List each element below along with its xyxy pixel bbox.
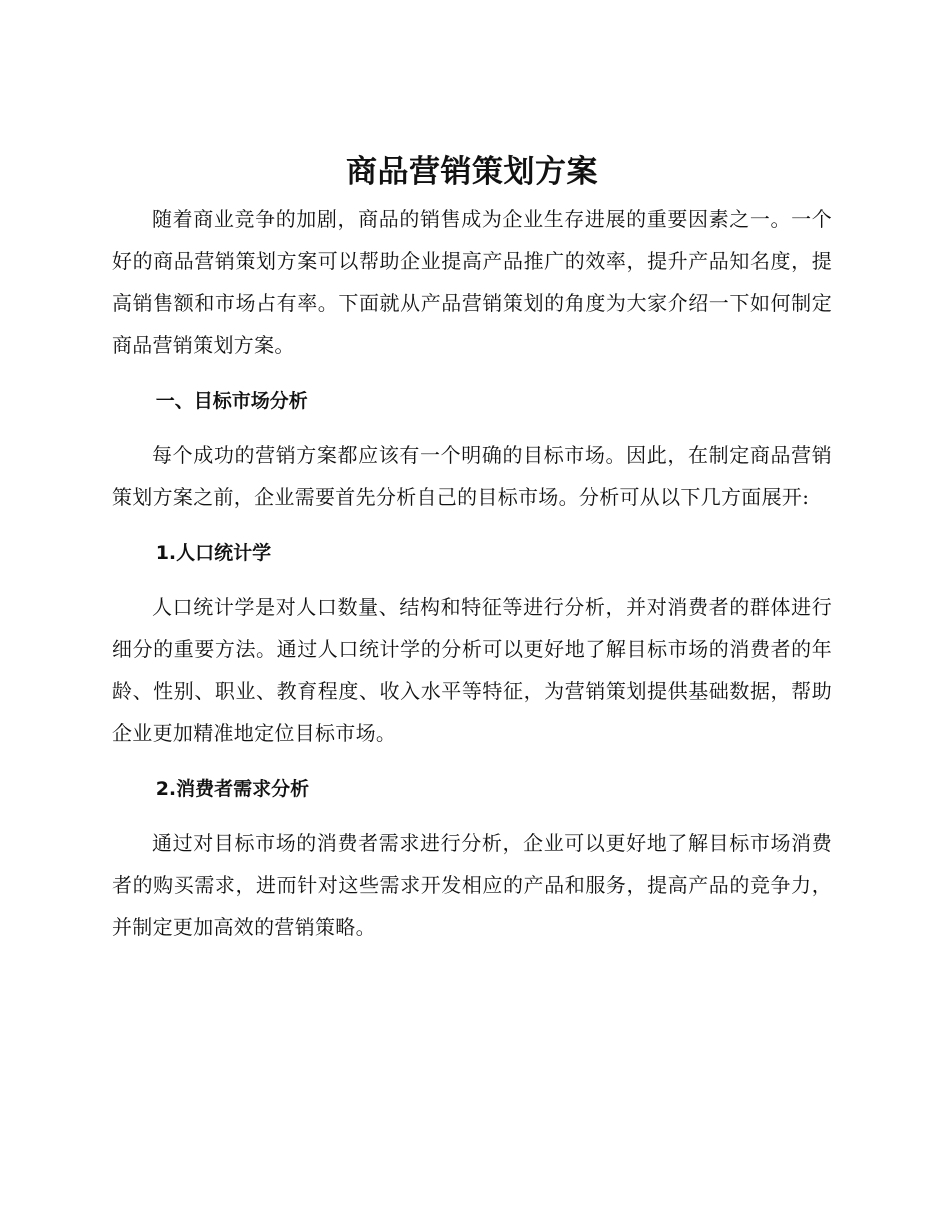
- section-body-demographics: 人口统计学是对人口数量、结构和特征等进行分析，并对消费者的群体进行细分的重要方法。通过人口统计学的分析可以更好地了解目标市场的消费者的年龄、性别、职业、教育程度、收入水平等特征，为营销策划提供基础数据，帮助企业更加精准地定位目标市场。: [112, 595, 832, 745]
- section-heading-consumer-needs: 2.消费者需求分析: [155, 778, 310, 800]
- section-body-target-market: 每个成功的营销方案都应该有一个明确的目标市场。因此，在制定商品营销策划方案之前，企业需要首先分析自己的目标市场。分析可从以下几方面展开:: [112, 443, 832, 509]
- section-heading-target-market: 一、目标市场分析: [155, 390, 308, 412]
- section-heading-demographics: 1.人口统计学: [155, 542, 272, 564]
- section-body-consumer-needs: 通过对目标市场的消费者需求进行分析，企业可以更好地了解目标市场消费者的购买需求，进而针对这些需求开发相应的产品和服务，提高产品的竞争力，并制定更加高效的营销策略。: [112, 831, 832, 939]
- intro-paragraph: 随着商业竞争的加剧，商品的销售成为企业生存进展的重要因素之一。一个好的商品营销策划方案可以帮助企业提高产品推广的效率，提升产品知名度，提高销售额和市场占有率。下面就从产品营销策划的角度为大家介绍一下如何制定商品营销策划方案。: [112, 207, 832, 357]
- document-page: [112, 150, 832, 948]
- document-title: 商品营销策划方案: [346, 154, 598, 190]
